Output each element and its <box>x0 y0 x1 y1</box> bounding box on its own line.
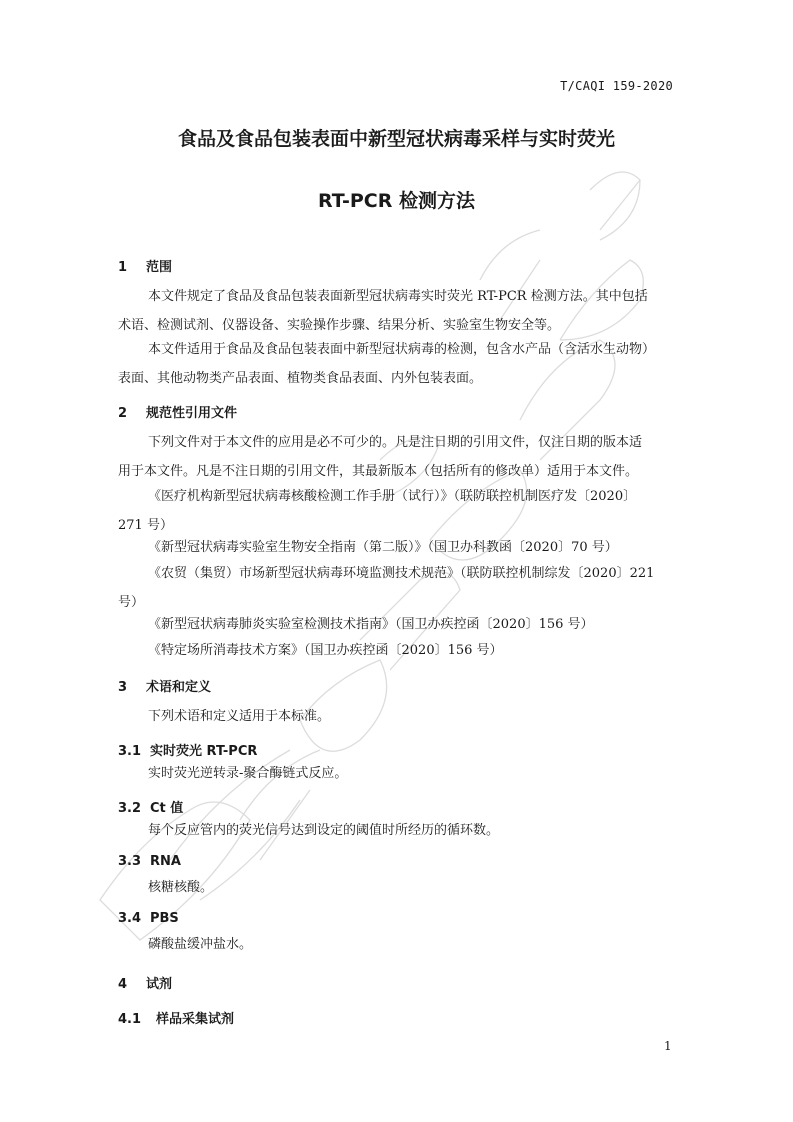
text-line: 术语、检测试剂、仪器设备、实验操作步骤、结果分析、实验室生物安全等。 <box>118 318 561 333</box>
text-line: 本文件适用于食品及食品包装表面中新型冠状病毒的检测，包含水产品（含活水生动物） <box>148 342 656 357</box>
section-heading-4 <box>118 973 172 992</box>
reference-item-3 <box>118 559 674 617</box>
section-number: 2 <box>118 406 128 421</box>
reference-item-4: 《新型冠状病毒肺炎实验室检测技术指南》（国卫办疾控函〔2020〕156 号） <box>148 617 594 632</box>
section-number: 3.2 <box>118 801 142 816</box>
text-line: 用于本文件。凡是不注日期的引用文件，其最新版本（包括所有的修改单）适用于本文件。 <box>118 464 639 479</box>
section-number: 1 <box>118 260 128 275</box>
section-title: 范围 <box>146 260 173 275</box>
section-number: 3.1 <box>118 744 142 759</box>
section-number: 3 <box>118 680 128 695</box>
reference-item-1 <box>118 482 674 540</box>
paragraph-normative-refs <box>118 428 674 486</box>
subsection-heading-4-1 <box>118 1008 234 1027</box>
definition-3-4: 磷酸盐缓冲盐水。 <box>148 937 253 952</box>
text-line: 下列文件对于本文件的应用是必不可少的。凡是注日期的引用文件，仅注日期的版本适 <box>148 435 643 450</box>
section-number: 3.3 <box>118 854 142 869</box>
subsection-heading-3-2 <box>118 797 183 816</box>
text-line: 《医疗机构新型冠状病毒核酸检测工作手册（试行）》（联防联控机制医疗发〔2020〕 <box>148 489 637 504</box>
section-number: 4 <box>118 977 128 992</box>
section-number: 4.1 <box>118 1012 142 1027</box>
section-title: 术语和定义 <box>146 680 212 695</box>
subsection-heading-3-4 <box>118 911 179 926</box>
text-line: 本文件规定了食品及食品包装表面新型冠状病毒实时荧光 RT-PCR 检测方法。其中包括 <box>148 289 648 304</box>
section-title: PBS <box>150 911 179 926</box>
section-number: 3.4 <box>118 911 142 926</box>
section-title: Ct 值 <box>150 801 184 816</box>
text-line: 《农贸（集贸）市场新型冠状病毒环境监测技术规范》（联防联控机制综发〔2020〕221 <box>148 566 655 581</box>
text-line: 表面、其他动物类产品表面、植物类食品表面、内外包装表面。 <box>118 371 483 386</box>
paragraph-scope-2 <box>118 335 674 393</box>
section-title: 样品采集试剂 <box>156 1012 235 1027</box>
document-number: T/CAQI 159-2020 <box>560 79 673 93</box>
section-heading-1 <box>118 256 172 275</box>
section-title: 试剂 <box>146 977 173 992</box>
section-heading-3 <box>118 676 211 695</box>
section-title: 实时荧光 RT-PCR <box>150 744 258 759</box>
section-title: 规范性引用文件 <box>146 406 238 421</box>
definition-3-3: 核糖核酸。 <box>148 880 214 895</box>
reference-item-5: 《特定场所消毒技术方案》（国卫办疾控函〔2020〕156 号） <box>148 643 503 658</box>
document-title-line2: RT-PCR 检测方法 <box>318 190 475 212</box>
page-number: 1 <box>664 1039 672 1053</box>
section-heading-2 <box>118 402 237 421</box>
definition-3-2: 每个反应管内的荧光信号达到设定的阈值时所经历的循环数。 <box>148 823 500 838</box>
subsection-heading-3-1 <box>118 740 257 759</box>
subsection-heading-3-3 <box>118 854 181 869</box>
document-title-line1: 食品及食品包装表面中新型冠状病毒采样与实时荧光 <box>177 128 615 150</box>
text-line: 271 号） <box>118 518 173 533</box>
definition-3-1: 实时荧光逆转录-聚合酶链式反应。 <box>148 766 348 781</box>
paragraph-scope-1 <box>118 282 674 340</box>
paragraph-terms-intro: 下列术语和定义适用于本标准。 <box>148 709 331 724</box>
section-title: RNA <box>150 854 181 869</box>
text-line: 号） <box>118 595 145 610</box>
reference-item-2: 《新型冠状病毒实验室生物安全指南（第二版）》（国卫办科教函〔2020〕70 号） <box>148 540 618 555</box>
